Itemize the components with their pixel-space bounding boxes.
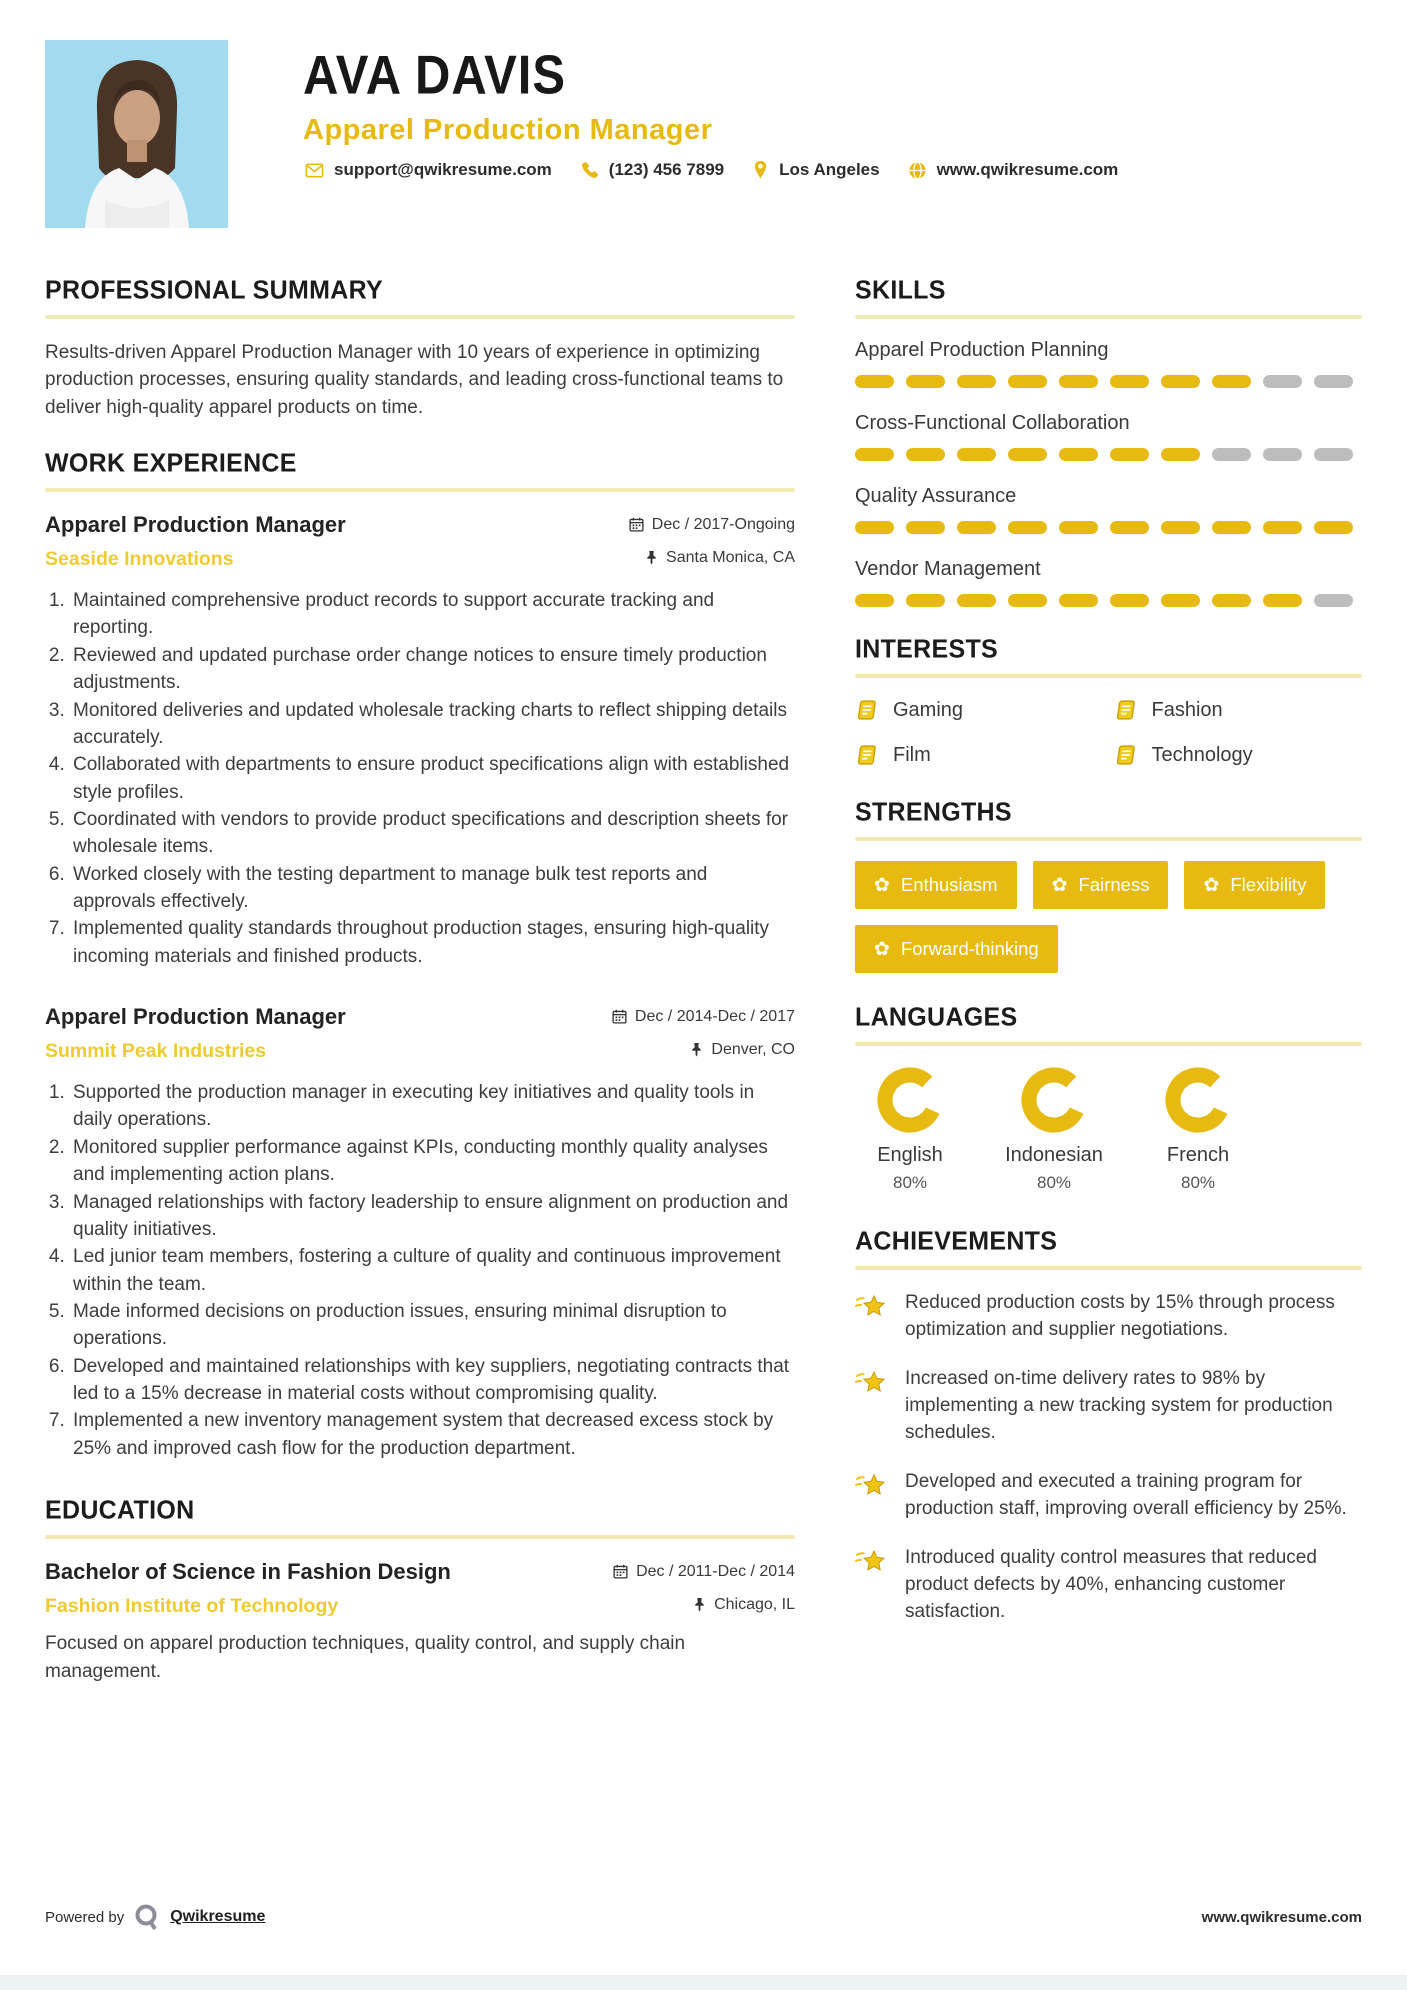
email-icon: [305, 161, 324, 180]
skill-item: [855, 485, 1362, 534]
contact-website-text: www.qwikresume.com: [936, 160, 1119, 179]
job-title: Apparel Production Manager: [45, 1004, 346, 1030]
achievement-item: [855, 1545, 1362, 1626]
education-dates-text: Dec / 2011-Dec / 2014: [636, 1562, 795, 1580]
skill-dash-segment: [1263, 521, 1302, 534]
interest-label: Gaming: [893, 699, 964, 721]
interest-item: [1114, 698, 1363, 723]
language-percent: 80%: [1036, 1173, 1072, 1192]
section-underline: [45, 488, 795, 492]
language-name: Indonesian: [1005, 1144, 1103, 1166]
summary-text: Results-driven Apparel Production Manager with 10 years of experience in optimizing production processes, ensuring quality standards, and leading cross-functional teams to deliver high-quality apparel products on time.: [45, 342, 784, 418]
powered-by: [45, 1902, 265, 1932]
strength-label: Enthusiasm: [900, 874, 998, 895]
job-bullet: 6. Worked closely with the testing department to manage bulk test reports and approvals effectively.: [70, 861, 795, 916]
job-bullet: 5. Made informed decisions on production issues, ensuring minimal disruption to operations.: [70, 1298, 795, 1353]
education-location: [693, 1596, 795, 1614]
skill-dash-segment: [855, 594, 894, 607]
skill-item: [855, 412, 1362, 461]
achievement-text: Developed and executed a training program for production staff, improving overall efficiency by 25%.: [905, 1470, 1347, 1519]
section-underline: [45, 1535, 795, 1539]
skill-name: Quality Assurance: [855, 485, 1017, 507]
job-bullet: 1. Maintained comprehensive product records to support accurate tracking and reporting.: [70, 587, 795, 642]
book-icon: [855, 698, 880, 723]
job-bullet: 7. Implemented a new inventory management system that decreased excess stock by 25% and improved cash flow for the production department.: [70, 1407, 795, 1462]
strengths-heading: STRENGTHS: [855, 797, 1012, 827]
person-name: AVA DAVIS: [303, 45, 567, 106]
flower-icon: ✿: [874, 938, 890, 960]
skill-dash-segment: [1110, 594, 1149, 607]
qwikresume-logo: [134, 1902, 160, 1932]
skill-dash-segment: [1161, 448, 1200, 461]
section-underline: [855, 674, 1362, 678]
header-text: [303, 44, 712, 147]
skill-level-bar: [855, 375, 1362, 388]
interest-label: Technology: [1151, 744, 1253, 766]
calendar-icon: [629, 517, 644, 532]
globe-icon: [908, 161, 927, 180]
skill-dash-segment: [957, 375, 996, 388]
strength-badge: [1184, 861, 1325, 909]
language-name: English: [877, 1144, 943, 1166]
star-icon: [855, 1366, 889, 1447]
interest-item: [1114, 743, 1363, 768]
flower-icon: ✿: [1203, 874, 1220, 896]
job-entry: [45, 1004, 795, 1462]
section-achievements: [855, 1227, 1362, 1626]
contact-location[interactable]: [752, 160, 879, 180]
language-item: [855, 1066, 965, 1193]
education-dates: [613, 1563, 795, 1581]
skill-dash-segment: [906, 375, 945, 388]
skill-dash-segment: [1161, 521, 1200, 534]
footer-website-link[interactable]: www.qwikresume.com: [1201, 1908, 1362, 1926]
skill-item: [855, 558, 1362, 607]
language-item: [999, 1066, 1109, 1193]
powered-by-label: Powered by: [45, 1908, 125, 1926]
job-dates-text: Dec / 2017-Ongoing: [651, 515, 795, 533]
education-location-text: Chicago, IL: [714, 1595, 795, 1613]
summary-heading: PROFESSIONAL SUMMARY: [45, 275, 383, 305]
skill-name: Apparel Production Planning: [855, 339, 1109, 361]
languages-heading: LANGUAGES: [855, 1002, 1018, 1032]
skill-dash-segment: [1110, 448, 1149, 461]
skill-dash-segment: [1314, 521, 1353, 534]
job-bullets: [45, 587, 795, 970]
education-description: Focused on apparel production techniques, quality control, and supply chain management.: [45, 1633, 686, 1682]
achievement-item: [855, 1366, 1362, 1447]
strength-badge: [855, 925, 1058, 973]
job-location: [690, 1041, 795, 1059]
job-dates: [612, 1008, 795, 1026]
skill-dash-segment: [1008, 521, 1047, 534]
section-underline: [855, 315, 1362, 319]
book-icon: [1114, 698, 1139, 723]
job-bullet: 5. Coordinated with vendors to provide product specifications and description sheets for wholesale items.: [70, 806, 795, 861]
calendar-icon: [613, 1564, 628, 1579]
section-strengths: [855, 798, 1362, 973]
skill-dash-segment: [906, 521, 945, 534]
section-underline: [855, 837, 1362, 841]
flower-icon: ✿: [1051, 874, 1068, 896]
pushpin-icon: [690, 1042, 703, 1057]
language-gauge: [1020, 1066, 1088, 1134]
strength-badges: [855, 861, 1362, 973]
skill-level-bar: [855, 594, 1362, 607]
job-bullet: 3. Managed relationships with factory leadership to ensure alignment on production and quality initiatives.: [70, 1189, 795, 1244]
skill-dash-segment: [1161, 375, 1200, 388]
left-column: [45, 270, 795, 1713]
book-icon: [1114, 743, 1139, 768]
skill-item: [855, 339, 1362, 388]
pushpin-icon: [693, 1597, 706, 1612]
achievement-item: [855, 1469, 1362, 1523]
profile-photo: [45, 40, 228, 228]
skill-dash-segment: [855, 521, 894, 534]
job-location: [645, 549, 795, 567]
job-bullet: 4. Led junior team members, fostering a culture of quality and continuous improvement within the team.: [70, 1243, 795, 1298]
job-dates: [629, 516, 795, 534]
contact-row: [305, 160, 1132, 180]
skill-dash-segment: [1212, 521, 1251, 534]
contact-website[interactable]: [908, 160, 1119, 180]
skill-dash-segment: [1059, 521, 1098, 534]
section-interests: [855, 635, 1362, 768]
job-bullet: 1. Supported the production manager in executing key initiatives and quality tools in daily operations.: [70, 1079, 795, 1134]
skill-dash-segment: [1110, 375, 1149, 388]
section-languages: [855, 1003, 1362, 1193]
section-skills: [855, 276, 1362, 607]
skill-dash-segment: [957, 521, 996, 534]
skill-dash-segment: [1212, 375, 1251, 388]
calendar-icon: [612, 1009, 627, 1024]
flower-icon: ✿: [874, 874, 890, 896]
job-company: Seaside Innovations: [45, 548, 234, 571]
header: [45, 36, 1362, 250]
skill-dash-segment: [1263, 594, 1302, 607]
star-icon: [855, 1469, 889, 1523]
phone-icon: [580, 161, 599, 180]
strength-badge: [1033, 861, 1169, 909]
skill-dash-segment: [957, 448, 996, 461]
skill-dash-segment: [1314, 594, 1353, 607]
interest-item: [855, 743, 1104, 768]
contact-email-text: support@qwikresume.com: [334, 160, 552, 179]
achievement-text: Increased on-time delivery rates to 98% by implementing a new tracking system for production schedules.: [905, 1367, 1333, 1443]
strength-label: Forward-thinking: [900, 938, 1039, 959]
job-bullet: 2. Reviewed and updated purchase order change notices to ensure timely production adjustments.: [70, 642, 795, 697]
strength-label: Fairness: [1078, 874, 1150, 895]
section-underline: [855, 1042, 1362, 1046]
education-heading: EDUCATION: [45, 1495, 195, 1525]
strength-badge: [855, 861, 1017, 909]
job-bullet: 6. Developed and maintained relationships with key suppliers, negotiating contracts that led to a 15% decrease in material costs without compromising quality.: [70, 1353, 795, 1408]
skill-dash-segment: [855, 448, 894, 461]
skill-dash-segment: [1110, 521, 1149, 534]
section-underline: [45, 315, 795, 319]
skill-dash-segment: [1314, 448, 1353, 461]
education-entry: [45, 1559, 795, 1685]
person-job-title: Apparel Production Manager: [303, 114, 713, 146]
pushpin-icon: [645, 550, 658, 565]
skill-dash-segment: [1263, 375, 1302, 388]
achievements-heading: ACHIEVEMENTS: [855, 1226, 1058, 1256]
interests-heading: INTERESTS: [855, 634, 998, 664]
interest-item: [855, 698, 1104, 723]
skill-dash-segment: [1161, 594, 1200, 607]
content-columns: [45, 270, 1362, 1713]
skill-dash-segment: [855, 375, 894, 388]
work-heading: WORK EXPERIENCE: [45, 448, 297, 478]
section-work-experience: [45, 449, 795, 1462]
job-entry: [45, 512, 795, 970]
qwikresume-link[interactable]: Qwikresume: [170, 1908, 266, 1925]
contact-phone[interactable]: [580, 160, 724, 180]
footer: [45, 1902, 1362, 1932]
section-underline: [855, 1266, 1362, 1270]
skill-dash-segment: [957, 594, 996, 607]
skill-dash-segment: [1059, 375, 1098, 388]
job-location-text: Santa Monica, CA: [666, 548, 795, 566]
skill-dash-segment: [1212, 448, 1251, 461]
skill-dash-segment: [1008, 375, 1047, 388]
language-percent: 80%: [892, 1173, 928, 1192]
interest-label: Fashion: [1151, 699, 1223, 721]
skill-dash-segment: [1008, 448, 1047, 461]
section-professional-summary: [45, 276, 795, 421]
right-column: [855, 270, 1362, 1713]
skill-dash-segment: [1059, 448, 1098, 461]
contact-location-text: Los Angeles: [779, 160, 880, 179]
strength-label: Flexibility: [1230, 874, 1307, 895]
language-name: French: [1166, 1144, 1230, 1166]
language-gauge: [876, 1066, 944, 1134]
skill-level-bar: [855, 521, 1362, 534]
bottom-strip: [0, 1975, 1407, 1990]
interests-grid: [855, 698, 1362, 768]
language-item: [1143, 1066, 1253, 1193]
skill-dash-segment: [1314, 375, 1353, 388]
book-icon: [855, 743, 880, 768]
achievement-text: Reduced production costs by 15% through process optimization and supplier negotiations.: [905, 1292, 1335, 1340]
job-title: Apparel Production Manager: [45, 512, 346, 538]
skills-heading: SKILLS: [855, 275, 946, 305]
languages-list: [855, 1066, 1362, 1193]
education-school: Fashion Institute of Technology: [45, 1595, 339, 1618]
education-degree: Bachelor of Science in Fashion Design: [45, 1559, 451, 1585]
job-bullet: 7. Implemented quality standards throughout production stages, ensuring high-quality incoming materials and finished products.: [70, 915, 795, 970]
achievement-text: Introduced quality control measures that reduced product defects by 40%, enhancing customer satisfaction.: [905, 1546, 1317, 1622]
job-dates-text: Dec / 2014-Dec / 2017: [634, 1007, 795, 1025]
achievement-item: [855, 1290, 1362, 1344]
skill-name: Vendor Management: [855, 558, 1041, 580]
skill-dash-segment: [1212, 594, 1251, 607]
skill-level-bar: [855, 448, 1362, 461]
section-education: [45, 1496, 795, 1685]
language-gauge: [1164, 1066, 1232, 1134]
job-bullets: [45, 1079, 795, 1462]
job-bullet: 4. Collaborated with departments to ensure product specifications align with established style profiles.: [70, 751, 795, 806]
profile-photo-illustration: [45, 40, 228, 228]
skill-dash-segment: [906, 594, 945, 607]
language-percent: 80%: [1180, 1173, 1216, 1192]
skill-dash-segment: [1263, 448, 1302, 461]
job-bullet: 2. Monitored supplier performance against KPIs, conducting monthly quality analyses and implementing action plans.: [70, 1134, 795, 1189]
contact-email[interactable]: [305, 160, 552, 180]
job-bullet: 3. Monitored deliveries and updated wholesale tracking charts to reflect shipping details accurately.: [70, 697, 795, 752]
skill-name: Cross-Functional Collaboration: [855, 412, 1130, 434]
skill-dash-segment: [1008, 594, 1047, 607]
skill-dash-segment: [1059, 594, 1098, 607]
job-company: Summit Peak Industries: [45, 1040, 267, 1063]
skill-dash-segment: [906, 448, 945, 461]
star-icon: [855, 1545, 889, 1626]
location-icon: [752, 160, 769, 180]
contact-phone-text: (123) 456 7899: [608, 160, 725, 179]
job-location-text: Denver, CO: [711, 1040, 795, 1058]
interest-label: Film: [893, 744, 931, 766]
star-icon: [855, 1290, 889, 1344]
